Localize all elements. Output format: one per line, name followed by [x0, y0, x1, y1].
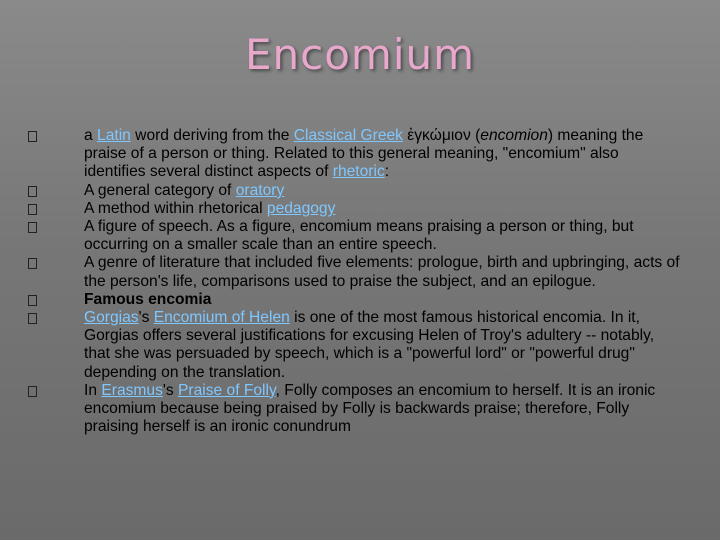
bullet-item [84, 254, 684, 290]
square-bullet-icon [28, 131, 37, 142]
slide-title: Encomium [244, 30, 476, 79]
link[interactable]: Erasmus [101, 381, 163, 399]
square-bullet-icon [28, 258, 37, 269]
text-run: ) meaning the praise of a person or thing. Related to this general meaning, "encomium" also identifies several distinct aspects of [84, 127, 644, 181]
text-run: : [384, 163, 390, 181]
square-bullet-icon [28, 222, 37, 233]
text-run: A general category of [84, 181, 236, 199]
text-run: A figure of speech. As a figure, encomium means praising a person or thing, but occurring on a smaller scale than an entire speech. [84, 218, 634, 254]
text-run: A method within rhetorical [84, 199, 267, 217]
text-run: In [84, 381, 102, 399]
text-run: A genre of literature that included five elements: prologue, birth and upbringing, acts of the person's life, comparisons used to praise the subject, and an epilogue. [84, 254, 680, 290]
link[interactable]: oratory [235, 181, 285, 199]
bullet-item [84, 291, 684, 309]
link[interactable]: rhetoric [332, 163, 385, 181]
text-run: ἐγκώμιον ( [402, 127, 481, 144]
link[interactable]: pedagogy [266, 199, 336, 217]
bullet-item [84, 182, 684, 200]
text-run: , Folly composes an encomium to herself. It is an ironic encomium because being praised by Folly is backwards praise; therefore, Folly praising herself is an ironic conundrum [84, 381, 656, 436]
bullet-item [84, 218, 684, 254]
square-bullet-icon [28, 186, 37, 197]
bullet-list [84, 127, 684, 436]
text-run: 's [138, 309, 154, 327]
text-run: word deriving from the [130, 127, 294, 144]
bullet-item [84, 309, 684, 382]
square-bullet-icon [28, 204, 37, 215]
link[interactable]: Encomium of Helen [153, 309, 290, 327]
link[interactable]: Latin [97, 127, 131, 144]
square-bullet-icon [28, 295, 37, 306]
text-run: is one of the most famous historical encomia. In it, Gorgias offers several justifications for excusing Helen of Troy's adultery -- notably, that she was persuaded by speech, which is a "powerful lord" or "powerful drug" depending on the translation. [84, 309, 655, 381]
square-bullet-icon [28, 313, 37, 324]
bullet-item [84, 382, 684, 437]
square-bullet-icon [28, 386, 37, 397]
text-run: a [84, 127, 98, 144]
bold-text: Famous encomia [84, 290, 212, 308]
link[interactable]: Gorgias [84, 309, 139, 327]
italic-text: encomion [480, 127, 548, 144]
link[interactable]: Classical Greek [293, 127, 403, 144]
text-run: 's [162, 381, 178, 399]
link[interactable]: Praise of Folly [177, 381, 276, 399]
bullet-item [84, 200, 684, 218]
bullet-item [84, 127, 684, 182]
